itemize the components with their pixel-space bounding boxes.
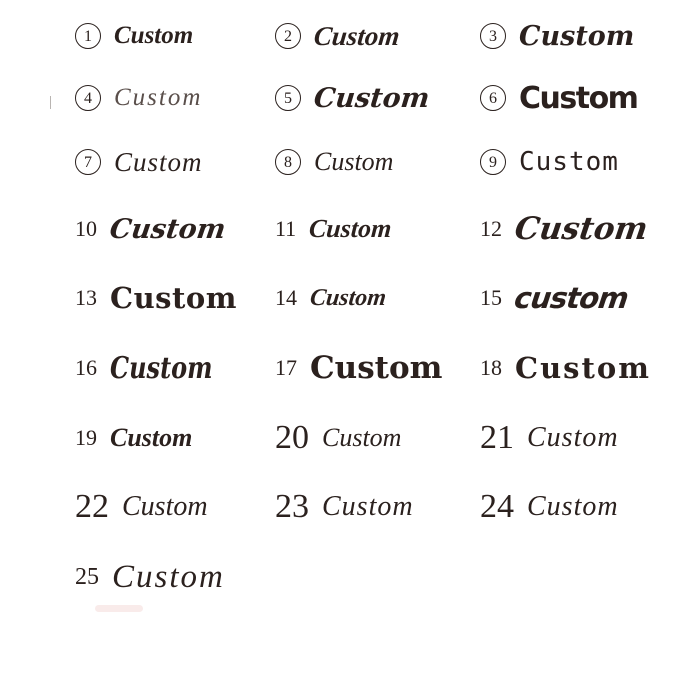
font-sample-12 <box>480 195 699 263</box>
font-sample-8 <box>275 129 480 195</box>
empty-cell <box>275 541 480 613</box>
font-sample-13 <box>75 263 275 333</box>
font-number-circled: 2 <box>275 23 301 49</box>
font-sample-1 <box>75 5 275 67</box>
font-number: 19 <box>75 424 97 450</box>
font-sample-3 <box>480 5 699 67</box>
font-sample-text: Custom <box>515 351 651 385</box>
font-sample-20 <box>275 403 480 472</box>
empty-cell <box>480 541 699 613</box>
font-sample-text: Custom <box>519 20 635 52</box>
font-sample-22 <box>75 472 275 541</box>
font-sample-25 <box>75 541 275 613</box>
font-sample-text: Custom <box>114 22 194 49</box>
font-number: 10 <box>75 216 97 241</box>
font-sample-18 <box>480 333 699 403</box>
font-number: 11 <box>275 216 297 241</box>
font-number-circled: 5 <box>275 85 301 111</box>
font-sample-text: Custom <box>110 281 237 315</box>
font-number: 14 <box>275 285 297 310</box>
font-number-circled: 4 <box>75 85 101 111</box>
font-sample-text: Custom <box>322 490 414 522</box>
font-number-circled: 7 <box>75 149 101 175</box>
font-sample-21 <box>480 403 699 472</box>
font-sample-24 <box>480 472 699 541</box>
font-number: 21 <box>480 418 514 456</box>
font-sample-4 <box>75 67 275 129</box>
font-number-circled: 3 <box>480 23 506 49</box>
font-sample-text: Custom <box>310 350 443 386</box>
font-number: 12 <box>480 216 502 241</box>
font-number-circled: 1 <box>75 23 101 49</box>
font-number: 16 <box>75 355 97 380</box>
font-number: 13 <box>75 285 97 310</box>
font-sample-17 <box>275 333 480 403</box>
font-sample-6 <box>480 67 699 129</box>
font-sample-text: Custom <box>312 82 432 114</box>
font-sample-text: custom <box>509 281 634 315</box>
font-sample-5 <box>275 67 480 129</box>
font-number: 25 <box>75 564 99 590</box>
font-sample-text: Custom <box>122 490 208 522</box>
font-number-circled: 9 <box>480 149 506 175</box>
font-sample-text: Custom <box>107 213 228 245</box>
font-sample-text: Custom <box>527 490 619 522</box>
font-number-circled: 8 <box>275 149 301 175</box>
font-sample-text: Custom <box>322 422 402 452</box>
font-sample-7 <box>75 129 275 195</box>
font-sample-text: Custom <box>114 146 203 177</box>
font-sample-19 <box>75 403 275 472</box>
font-sample-10 <box>75 195 275 263</box>
font-sample-14 <box>275 263 480 333</box>
font-sample-text: Custom <box>314 147 394 176</box>
font-sample-text: Custom <box>110 422 193 452</box>
font-number-circled: 6 <box>480 85 506 111</box>
font-sample-9 <box>480 129 699 195</box>
font-number: 17 <box>275 355 297 380</box>
font-sample-11 <box>275 195 480 263</box>
font-sample-text: Custom <box>112 558 225 595</box>
font-sample-text: Custom <box>512 211 650 247</box>
font-sample-text: Custom <box>110 350 213 386</box>
font-sample-15 <box>480 263 699 333</box>
font-sample-text: Custom <box>519 80 638 116</box>
font-sample-23 <box>275 472 480 541</box>
font-number: 15 <box>480 285 502 310</box>
font-sample-text: Custom <box>527 421 619 453</box>
font-sample-text: Custom <box>308 284 388 311</box>
font-sample-text: Custom <box>308 214 393 243</box>
font-sample-text: Custom <box>519 147 619 177</box>
font-number: 18 <box>480 355 502 380</box>
font-number: 20 <box>275 418 309 456</box>
font-number: 22 <box>75 487 109 525</box>
font-number: 24 <box>480 487 514 525</box>
font-number: 23 <box>275 487 309 525</box>
font-sample-text: Custom <box>312 20 402 51</box>
font-sample-16 <box>75 333 275 403</box>
font-sample-text: Custom <box>114 84 203 111</box>
font-sample-2 <box>275 5 480 67</box>
